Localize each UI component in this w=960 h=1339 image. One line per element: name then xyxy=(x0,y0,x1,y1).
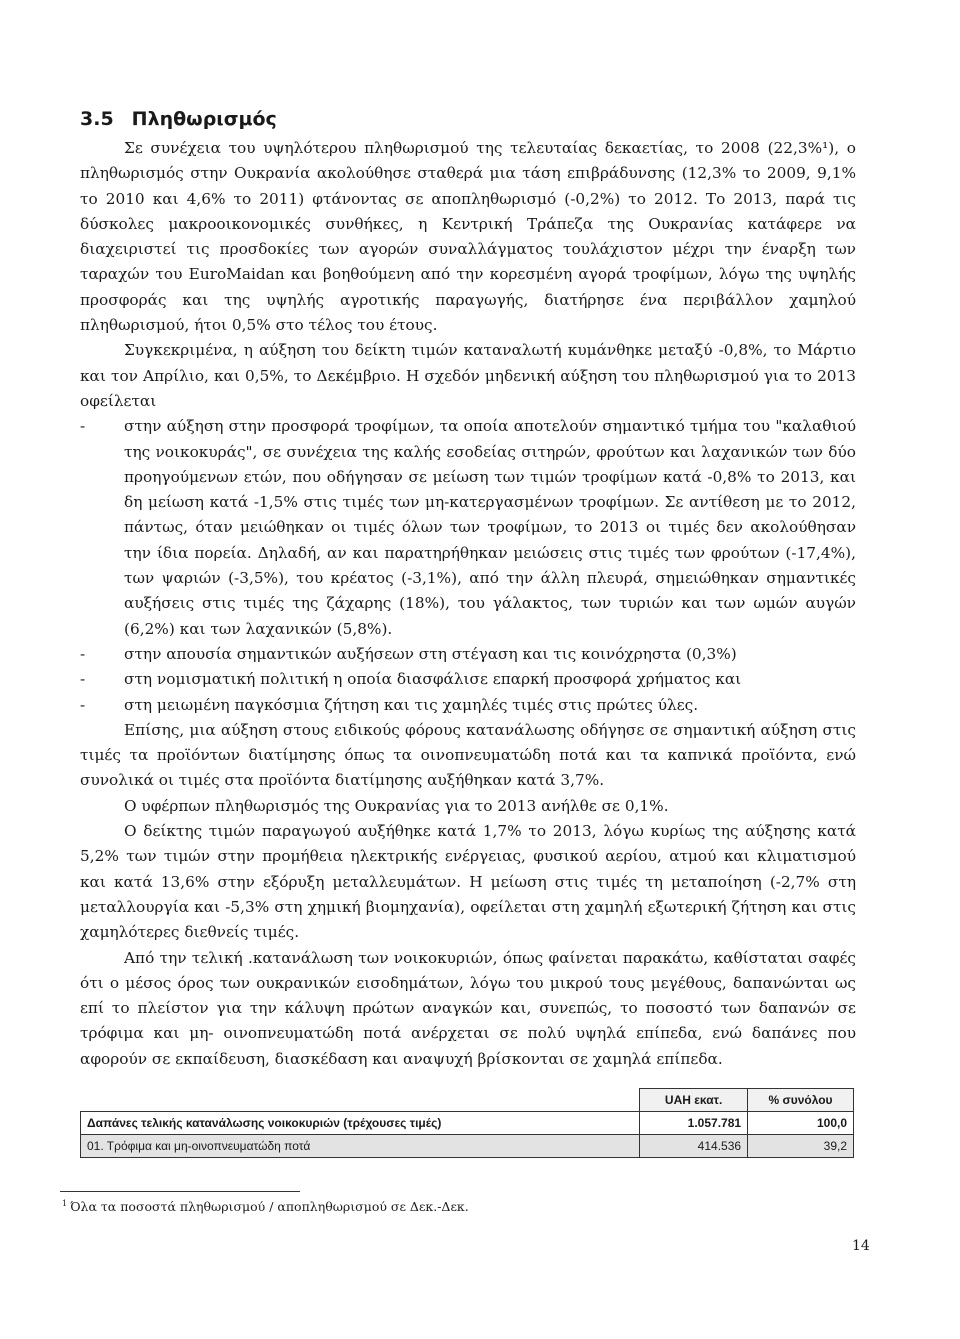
bullet-monetary-policy xyxy=(80,667,856,692)
table-cell-percent: 39,2 xyxy=(748,1135,854,1158)
footnote-separator xyxy=(60,1191,300,1192)
paragraph-intro: Σε συνέχεια του υψηλότερου πληθωρισμού της τελευταίας δεκαετίας, το 2008 (22,3%¹), ο πληθωρισμός στην Ουκρανία ακολούθησε σταθερά μια τάση επιβράδυνσης (12,3% το 2009, 9,1% το 2010 και 4,6% το 2011) φτάνοντας σε αποπληθωρισμό (-0,2%) το 2012. Το 2013, παρά τις δύσκολες μακροοικονομικές συνθήκες, η Κεντρική Τράπεζα της Ουκρανίας κατάφερε να διαχειριστεί τις προσδοκίες των αγορών συναλλάγματος τουλάχιστον μέχρι την έναρξη των ταραχών του EuroMaidan και βοηθούμενη από την κορεσμένη αγορά τροφίμων, λόγω της υψηλής προσφοράς και της υψηλής αγροτικής παραγωγής, διατήρησε ένα περιβάλλον χαμηλού πληθωρισμού, ήτοι 0,5% στο τέλος του έτους. xyxy=(80,139,856,335)
bullet-dash: - xyxy=(80,417,86,436)
table-cell-uah: 1.057.781 xyxy=(640,1112,748,1135)
table-header-percent: % συνόλου xyxy=(748,1089,854,1112)
bullet-text: στην απουσία σημαντικών αυξήσεων στη στέγαση και τις κοινόχρηστα (0,3%) xyxy=(124,644,737,663)
table-header-uah: UAH εκατ. xyxy=(640,1089,748,1112)
consumption-table xyxy=(80,1088,854,1158)
table-cell-label: 01. Τρόφιμα και μη-οινοπνευματώδη ποτά xyxy=(81,1135,640,1158)
bullet-global-demand xyxy=(80,693,856,718)
bullet-text: στην αύξηση στην προσφορά τροφίμων, τα οποία αποτελούν σημαντικό τμήμα του "καλαθιού της νοικοκυράς", σε συνέχεια της καλής εσοδείας σιτηρών, φρούτων και λαχανικών των δύο προηγούμενων ετών, που οδήγησαν σε μείωση των τιμών τροφίμων κατά -0,8% το 2013, και δη μείωση κατά -1,5% στις τιμές των μη-κατεργασμένων τροφίμων. Σε αντίθεση με το 2012, πάντως, όταν μειώθηκαν οι τιμές όλων των τροφίμων, το 2013 οι τιμές δεν ακολούθησαν την ίδια πορεία. Δηλαδή, αν και παρατηρήθηκαν μειώσεις στις τιμές των φρούτων (-17,4%), των ψαριών (-3,5%), του κρέατος (-3,1%), από την άλλη πλευρά, σημειώθηκαν σημαντικές αυξήσεις στις τιμές της ζάχαρης (18%), του γάλακτος, των τυριών και των ωμών αυγών (6,2%) και των λαχανικών (5,8%). xyxy=(124,417,856,638)
footnote xyxy=(62,1199,469,1214)
section-number: 3.5 xyxy=(80,108,114,130)
section-title: Πληθωρισμός xyxy=(131,108,277,130)
footnote-mark: 1 xyxy=(62,1199,68,1208)
bullet-housing xyxy=(80,642,856,667)
paragraph-consumption: Από την τελική .κατανάλωση των νοικοκυριών, όπως φαίνεται παρακάτω, καθίσταται σαφές ότι ο μέσος όρος των ουκρανικών εισοδημάτων, λόγω του μικρού τους μεγέθους, δαπανώνται ως επί το πλείστον για την κάλυψη πρώτων αναγκών και, συνεπώς, το ποσοστό των δαπανών σε τρόφιμα και μη- οινοπνευματώδη ποτά ανέρχεται σε πολύ υψηλά επίπεδα, ενώ δαπάνες που αφορούν σε εκπαίδευση, διασκέδαση και αναψυχή βρίσκονται σε χαμηλά επίπεδα. xyxy=(80,948,856,1068)
table-header-row xyxy=(81,1089,854,1112)
paragraph-ppi: Ο δείκτης τιμών παραγωγού αυξήθηκε κατά 1,7% το 2013, λόγω κυρίως της αύξησης κατά 5,2% των τιμών στην προμήθεια ηλεκτρικής ενέργειας, φυσικού αερίου, ατμού και κλιματισμού και κατά 13,6% στην εξόρυξη μεταλλευμάτων. Η μείωση στις τιμές τη μεταποίηση (-2,7% στη μεταλλουργία και -5,3% στη χημική βιομηχανία), οφείλεται στη χαμηλή εξωτερική ζήτηση και στις χαμηλότερες διεθνείς τιμές. xyxy=(80,822,856,942)
table-row xyxy=(81,1112,854,1135)
paragraph-excise: Επίσης, μια αύξηση στους ειδικούς φόρους κατανάλωσης οδήγησε σε σημαντική αύξηση στις τιμές τα προϊόντων διατίμησης όπως τα οινοπνευματώδη ποτά και τα καπνικά προϊόντα, ενώ συνολικά οι τιμές στα προϊόντα διατίμησης αυξήθηκαν κατά 3,7%. xyxy=(80,720,856,790)
bullet-text: στη μειωμένη παγκόσμια ζήτηση και τις χαμηλές τιμές στις πρώτες ύλες. xyxy=(124,695,699,714)
table-cell-percent: 100,0 xyxy=(748,1112,854,1135)
paragraph-core-inflation: Ο υφέρπων πληθωρισμός της Ουκρανίας για το 2013 ανήλθε σε 0,1%. xyxy=(124,796,669,815)
bullet-food-supply xyxy=(80,414,856,642)
paragraph-specifically: Συγκεκριμένα, η αύξηση του δείκτη τιμών καταναλωτή κυμάνθηκε μεταξύ -0,8%, το Μάρτιο και τον Απρίλιο, και 0,5%, το Δεκέμβριο. Η σχεδόν μηδενική αύξηση του πληθωρισμού για το 2013 οφείλεται xyxy=(80,341,856,410)
footnote-text: Όλα τα ποσοστά πληθωρισμού / αποπληθωρισμού σε Δεκ.-Δεκ. xyxy=(70,1199,469,1215)
bullet-dash: - xyxy=(80,644,86,663)
body-text xyxy=(80,136,856,1072)
table-cell-uah: 414.536 xyxy=(640,1135,748,1158)
table-cell-label: Δαπάνες τελικής κατανάλωσης νοικοκυριών (τρέχουσες τιμές) xyxy=(81,1112,640,1135)
section-heading xyxy=(80,108,277,130)
bullet-dash: - xyxy=(80,695,86,714)
table-row xyxy=(81,1135,854,1158)
bullet-text: στη νομισματική πολιτική η οποία διασφάλισε επαρκή προσφορά χρήματος και xyxy=(124,670,742,689)
page-number: 14 xyxy=(852,1238,870,1254)
bullet-dash: - xyxy=(80,670,86,689)
table-header-blank xyxy=(81,1089,640,1112)
